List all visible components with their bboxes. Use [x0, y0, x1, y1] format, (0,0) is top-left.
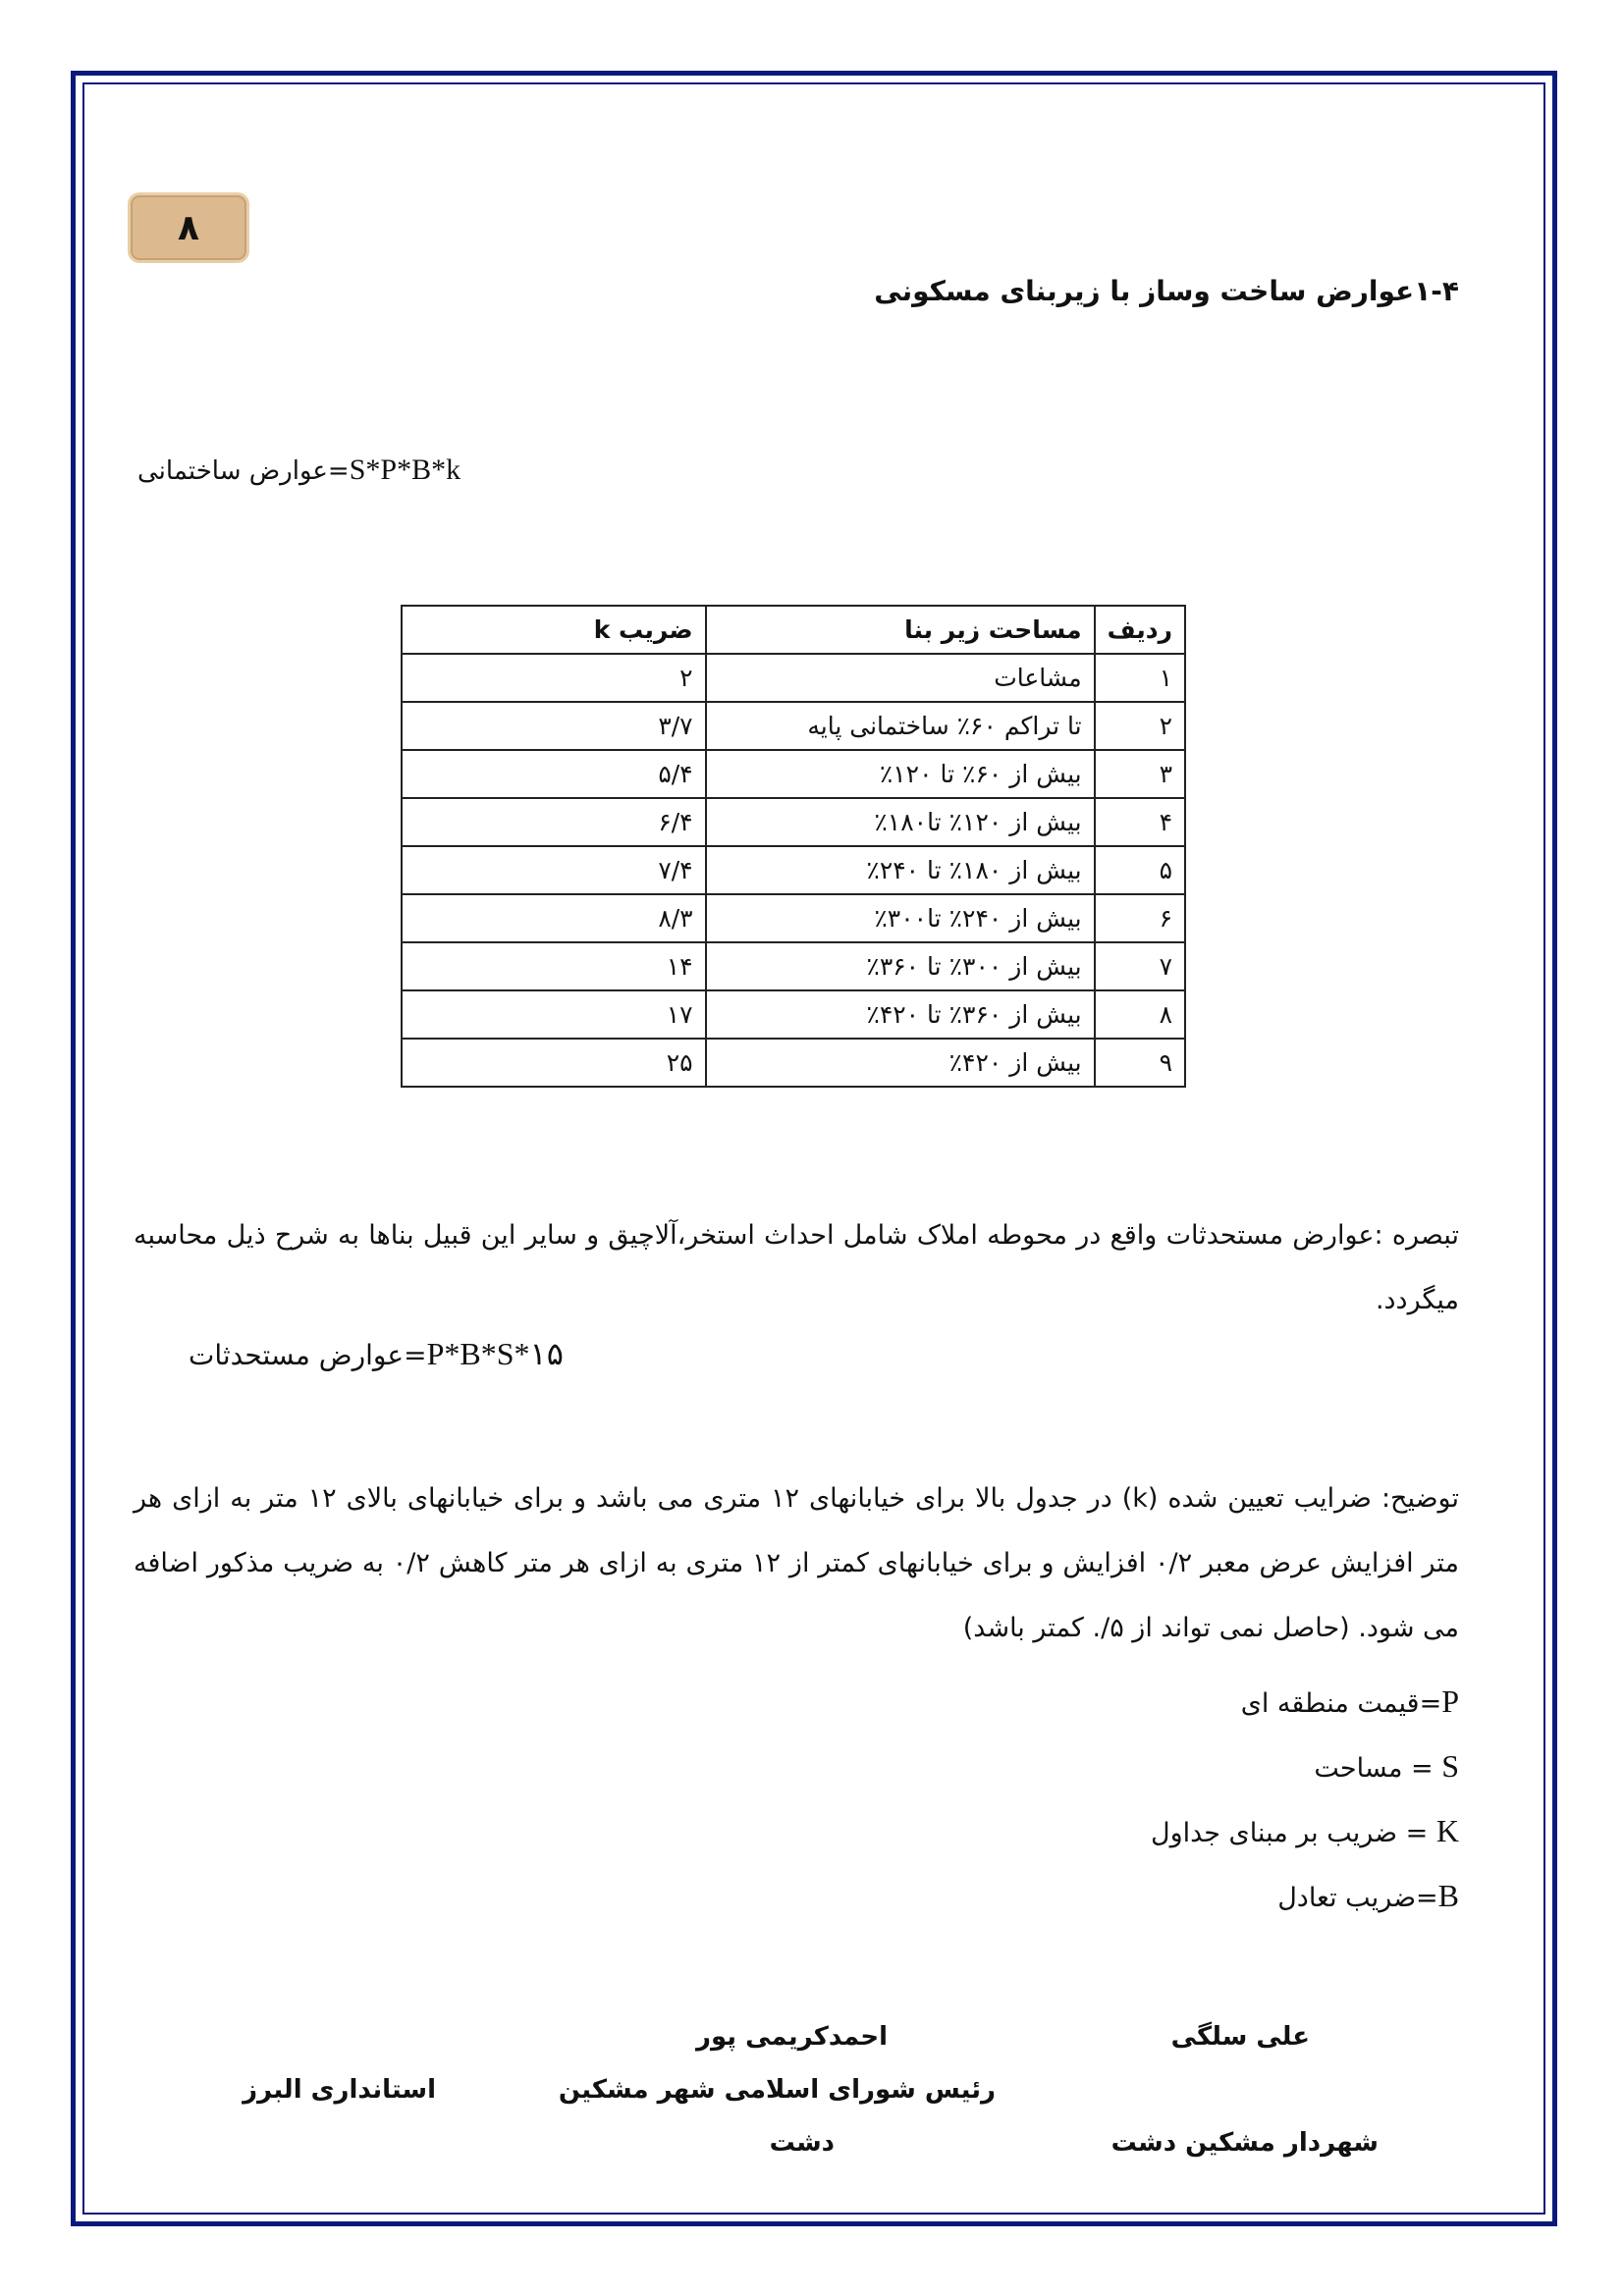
cell-area: بیش از ۱۸۰٪ تا ۲۴۰٪	[706, 846, 1095, 894]
cell-coef: ۲	[402, 654, 706, 702]
cell-area: مشاعات	[706, 654, 1095, 702]
accessory-formula-expression: ۱۵*P*B*S	[426, 1336, 564, 1371]
table-row	[402, 942, 1185, 990]
signature-mayor-title: شهردار مشکین دشت	[1110, 2128, 1379, 2158]
table-row	[402, 702, 1185, 750]
definition-text: = ضریب بر مبنای جداول	[1150, 1818, 1436, 1848]
cell-row: ۸	[1095, 990, 1185, 1039]
header-row-number: ردیف	[1095, 606, 1185, 654]
table-row	[402, 894, 1185, 942]
cell-coef: ۸/۳	[402, 894, 706, 942]
definition-symbol: B	[1437, 1878, 1459, 1913]
definition-symbol: K	[1435, 1813, 1459, 1848]
building-fee-formula	[137, 454, 460, 487]
definition-text: =قیمت منطقه ای	[1240, 1688, 1442, 1719]
cell-area: بیش از ۴۲۰٪	[706, 1039, 1095, 1087]
table-header-row	[402, 606, 1185, 654]
accessory-formula-label: =عوارض مستحدثات	[189, 1339, 427, 1371]
cell-coef: ۲۵	[402, 1039, 706, 1087]
signature-mayor-name: علی سلگی	[1170, 2022, 1310, 2052]
definition-item	[1151, 1669, 1459, 1734]
cell-row: ۴	[1095, 798, 1185, 846]
cell-coef: ۳/۷	[402, 702, 706, 750]
signature-council-name: احمدکریمی پور	[696, 2022, 888, 2052]
signature-governorate: استانداری البرز	[243, 2075, 436, 2105]
cell-area: بیش از ۶۰٪ تا ۱۲۰٪	[706, 750, 1095, 798]
header-coefficient: ضریب k	[402, 606, 706, 654]
note-paragraph: تبصره :عوارض مستحدثات واقع در محوطه املاک شامل احداث استخر،آلاچیق و سایر این قبیل بناها به شرح ذیل محاسبه میگردد.	[134, 1220, 1459, 1315]
table-row	[402, 654, 1185, 702]
cell-area: بیش از ۳۶۰٪ تا ۴۲۰٪	[706, 990, 1095, 1039]
table-row	[402, 750, 1185, 798]
cell-row: ۵	[1095, 846, 1185, 894]
cell-row: ۹	[1095, 1039, 1185, 1087]
definition-symbol: S	[1441, 1748, 1459, 1784]
formula-expression: S*P*B*k	[349, 454, 461, 486]
signature-council-title-line2: دشت	[769, 2128, 835, 2158]
explanation-paragraph: توضیح: ضرایب تعیین شده (k) در جدول بالا برای خیابانهای ۱۲ متری می باشد و برای خیابانهای بالای ۱۲ متر به ازای هر متر افزایش عرض معبر ۰/۲ افزایش و برای خیابانهای کمتر از ۱۲ متری به ازای هر متر کاهش ۰/۲ به ضریب مذکور اضافه می شود. (حاصل نمی تواند از ۵/. کمتر باشد)	[134, 1483, 1460, 1643]
cell-coef: ۷/۴	[402, 846, 706, 894]
cell-area: تا تراکم ۶۰٪ ساختمانی پایه	[706, 702, 1095, 750]
header-floor-area: مساحت زیر بنا	[706, 606, 1095, 654]
table-row	[402, 798, 1185, 846]
cell-coef: ۵/۴	[402, 750, 706, 798]
table-row	[402, 846, 1185, 894]
cell-row: ۲	[1095, 702, 1185, 750]
cell-row: ۷	[1095, 942, 1185, 990]
table-row	[402, 1039, 1185, 1087]
formula-label: =عوارض ساختمانی	[137, 456, 350, 486]
coefficient-table	[401, 605, 1186, 1088]
definition-text: = مساحت	[1314, 1753, 1442, 1784]
definition-item	[1151, 1734, 1459, 1798]
cell-area: بیش از ۲۴۰٪ تا۳۰۰٪	[706, 894, 1095, 942]
cell-area: بیش از ۳۰۰٪ تا ۳۶۰٪	[706, 942, 1095, 990]
signature-council-title: رئیس شورای اسلامی شهر مشکین	[558, 2075, 996, 2105]
table-row	[402, 990, 1185, 1039]
cell-row: ۱	[1095, 654, 1185, 702]
cell-row: ۳	[1095, 750, 1185, 798]
definition-text: =ضریب تعادل	[1277, 1883, 1438, 1913]
definition-item	[1151, 1863, 1459, 1928]
page-number: ۸	[178, 207, 199, 248]
cell-coef: ۱۷	[402, 990, 706, 1039]
definition-item	[1151, 1798, 1459, 1863]
cell-coef: ۶/۴	[402, 798, 706, 846]
page-number-badge	[128, 192, 249, 263]
cell-row: ۶	[1095, 894, 1185, 942]
cell-area: بیش از ۱۲۰٪ تا۱۸۰٪	[706, 798, 1095, 846]
cell-coef: ۱۴	[402, 942, 706, 990]
section-title: ۱-۴عوارض ساخت وساز با زیربنای مسکونی	[874, 275, 1459, 307]
definitions-list	[1151, 1669, 1459, 1928]
accessory-fee-formula	[189, 1335, 564, 1372]
definition-symbol: P	[1441, 1683, 1459, 1719]
